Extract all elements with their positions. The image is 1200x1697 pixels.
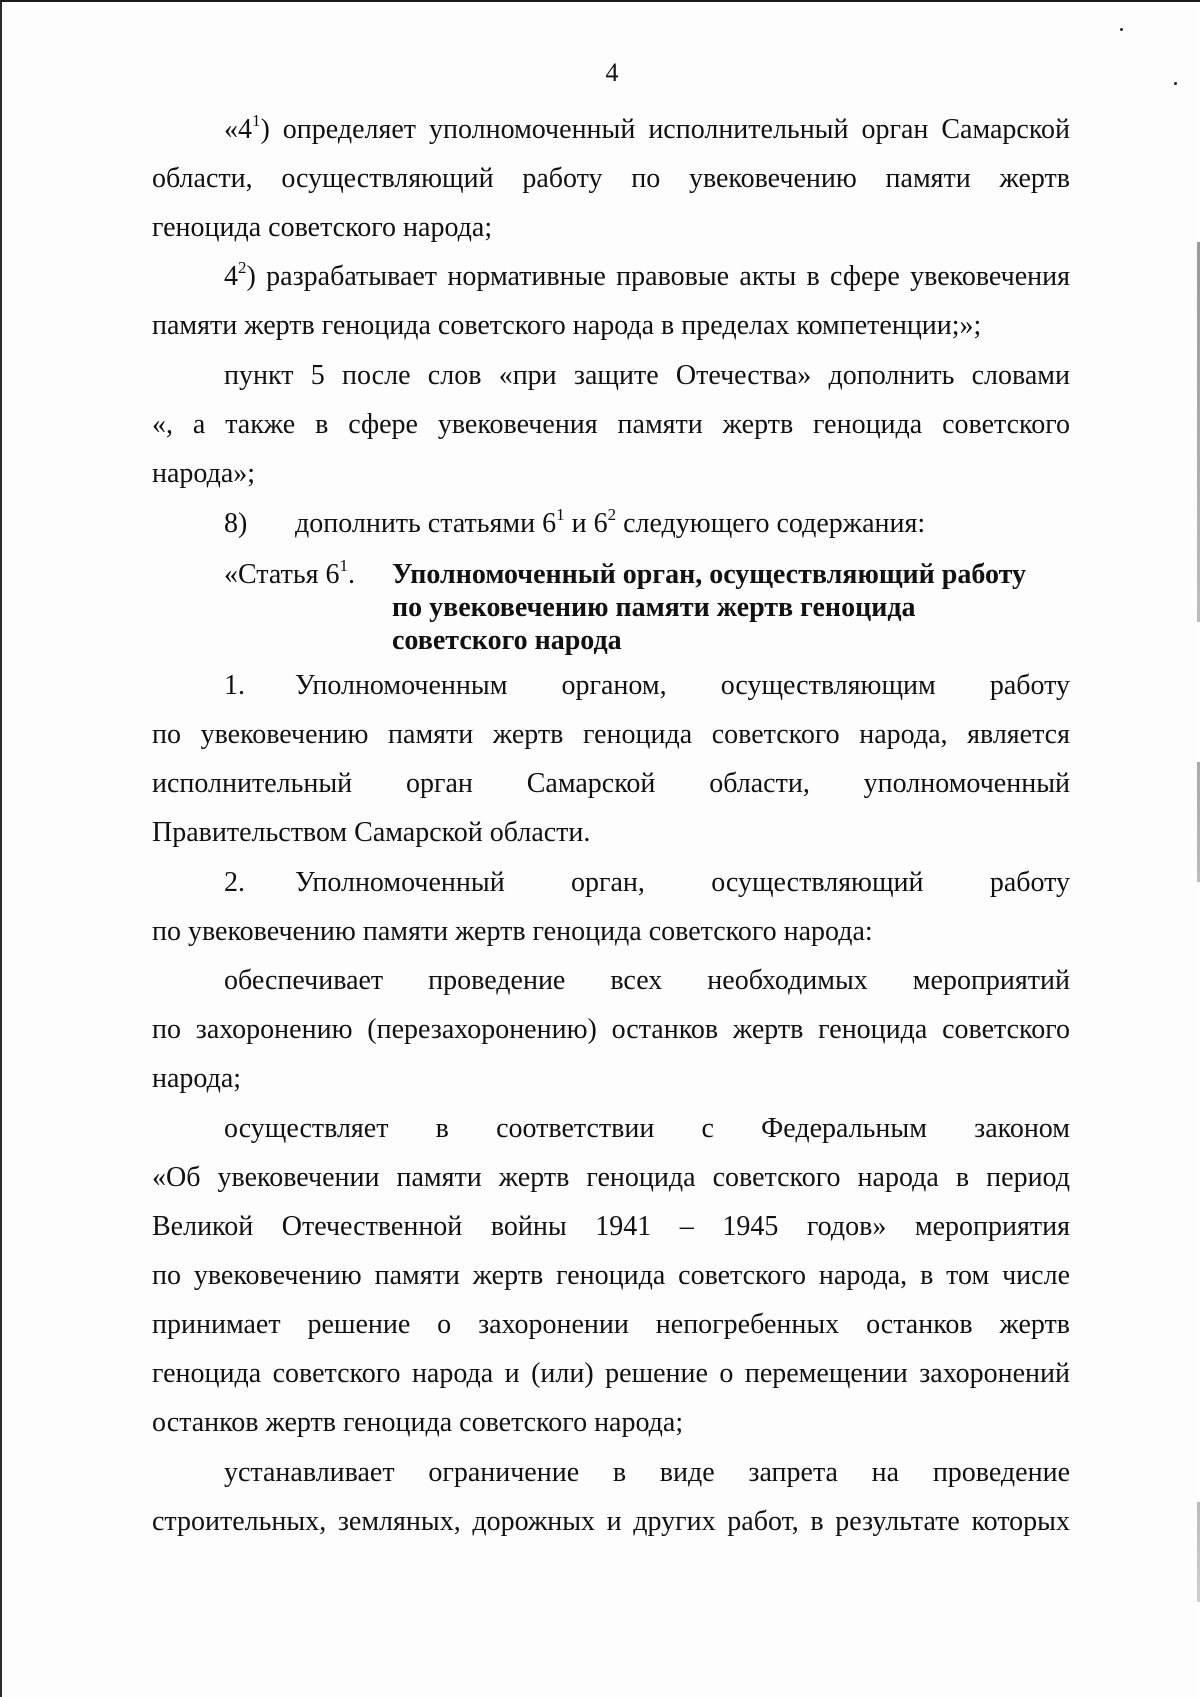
text-line: геноцида советского народа и (или) решение о перемещении захоронений <box>152 1358 1070 1389</box>
article-title: по увековечению памяти жертв геноцида <box>392 592 916 623</box>
text-line: обеспечивает проведение всех необходимых мероприятий <box>224 965 1070 996</box>
text-line: Уполномоченный орган, осуществляющий работу <box>295 867 1070 898</box>
text-line: «$4^1$) определяет уполномоченный исполнительный орган Самарской <box>224 111 1070 145</box>
article-label: «Статья $6^1$. <box>224 556 355 590</box>
text-line: останков жертв геноцида советского народа; <box>152 1407 684 1438</box>
text-line: по увековечению памяти жертв геноцида советского народа: <box>152 916 873 947</box>
text-line: «Об увековечении памяти жертв геноцида советского народа в период <box>152 1162 1070 1193</box>
text-line: исполнительный орган Самарской области, уполномоченный <box>152 768 1070 799</box>
text-line: Уполномоченным органом, осуществляющим работу <box>295 670 1070 701</box>
text-line: геноцида советского народа; <box>152 212 493 243</box>
text-line: принимает решение о захоронении непогребенных останков жертв <box>152 1309 1070 1340</box>
text-line: осуществляет в соответствии с Федеральным законом <box>224 1113 1070 1144</box>
text-line: Правительством Самарской области. <box>152 817 591 848</box>
text-line: Великой Отечественной войны 1941 – 1945 годов» мероприятия <box>152 1211 1070 1242</box>
text-line: $4^2$) разрабатывает нормативные правовые акты в сфере увековечения <box>224 258 1070 292</box>
item-text: дополнить статьями $6^1$ и $6^2$ следующего содержания: <box>295 505 926 539</box>
text-line: устанавливает ограничение в виде запрета на проведение <box>224 1457 1070 1488</box>
text-line: строительных, земляных, дорожных и других работ, в результате которых <box>152 1506 1070 1537</box>
numbered-item <box>2 507 1102 541</box>
item-number: 2. <box>224 867 245 898</box>
article-title: советского народа <box>392 625 622 656</box>
text-line: народа; <box>152 1063 242 1094</box>
article-title: Уполномоченный орган, осуществляющий работу <box>392 559 1026 590</box>
page-number: 4 <box>605 58 619 87</box>
text-line: по увековечению памяти жертв геноцида советского народа, в том числе <box>152 1260 1070 1291</box>
item-number: 8) <box>224 508 248 539</box>
text-line: области, осуществляющий работу по увековечению памяти жертв <box>152 163 1070 194</box>
text-line: народа»; <box>152 458 256 489</box>
text-line: пункт 5 после слов «при защите Отечества» дополнить словами <box>224 360 1070 391</box>
text-line: памяти жертв геноцида советского народа в пределах компетенции;»; <box>152 310 982 341</box>
text-line: по увековечению памяти жертв геноцида советского народа, является <box>152 719 1070 750</box>
scan-speck <box>1120 28 1123 31</box>
text-line: «, а также в сфере увековечения памяти жертв геноцида советского <box>152 409 1070 440</box>
item-number: 1. <box>224 670 245 701</box>
text-line: по захоронению (перезахоронению) останков жертв геноцида советского <box>152 1014 1070 1045</box>
